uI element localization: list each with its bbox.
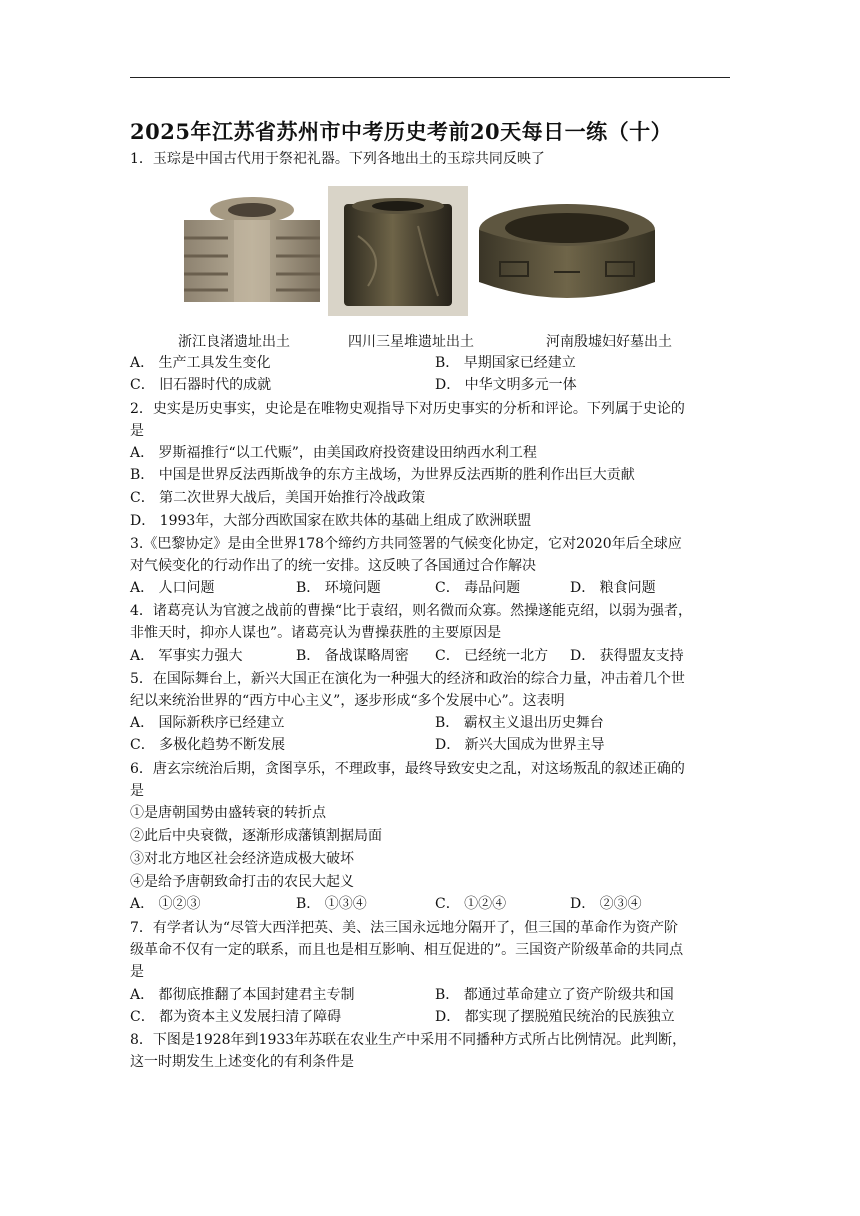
q8-stem: 这一时期发生上述变化的有利条件是 <box>130 1054 354 1070</box>
option: C． 第二次世界大战后，美国开始推行冷战政策 <box>130 490 426 506</box>
option: B． 中国是世界反法西斯战争的东方主战场，为世界反法西斯的胜利作出巨大贡献 <box>130 467 635 483</box>
statement-item: ②此后中央衰微，逐渐形成藩镇割据局面 <box>130 828 382 844</box>
q4-stem: 4．诸葛亮认为官渡之战前的曹操“比于袁绍，则名微而众寡。然操遂能克绍，以弱为强者， <box>130 603 693 619</box>
q7-stem: 级革命不仅有一定的联系，而且也是相互影响、相互促进的”。三国资产阶级革命的共同点 <box>130 942 684 958</box>
jade-cong-yinxu-image <box>474 186 660 316</box>
option: A． 军事实力强大 <box>130 648 243 664</box>
q7-stem: 是 <box>130 964 144 980</box>
option: C． 已经统一北方 <box>435 648 549 664</box>
q3-stem: 3.《巴黎协定》是由全世界178个缔约方共同签署的气候变化协定，它对2020年后全球应 <box>130 536 682 552</box>
option: B． 早期国家已经建立 <box>435 355 576 371</box>
option: B． 都通过革命建立了资产阶级共和国 <box>435 987 674 1003</box>
option: C． 旧石器时代的成就 <box>130 377 272 393</box>
q2-stem: 2．史实是历史事实，史论是在唯物史观指导下对历史事实的分析和评论。下列属于史论的 <box>130 401 685 417</box>
image-caption: 浙江良渚遗址出土 <box>178 334 290 350</box>
option: A． 国际新秩序已经建立 <box>130 715 285 731</box>
option: D． ②③④ <box>570 896 642 912</box>
q3-stem: 对气候变化的行动作出了的统一安排。这反映了各国通过合作解决 <box>130 558 536 574</box>
option: A． ①②③ <box>130 896 201 912</box>
q1-stem: 1．玉琮是中国古代用于祭祀礼器。下列各地出土的玉琮共同反映了 <box>130 151 545 167</box>
option: C． 都为资本主义发展扫清了障碍 <box>130 1009 342 1025</box>
option: B． 备战谋略周密 <box>296 648 409 664</box>
statement-item: ③对北方地区社会经济造成极大破坏 <box>130 851 354 867</box>
option: D． 都实现了摆脱殖民统治的民族独立 <box>435 1009 675 1025</box>
statement-item: ④是给予唐朝致命打击的农民大起义 <box>130 874 354 890</box>
option: D． 获得盟友支持 <box>570 648 684 664</box>
image-caption: 四川三星堆遗址出土 <box>348 334 474 350</box>
header-rule <box>130 77 730 78</box>
q8-stem: 8．下图是1928年到1933年苏联在农业生产中采用不同播种方式所占比例情况。此判断， <box>130 1032 687 1048</box>
q4-stem: 非惟天时，抑亦人谋也”。诸葛亮认为曹操获胜的主要原因是 <box>130 625 502 641</box>
option: B． 霸权主义退出历史舞台 <box>435 715 604 731</box>
option: C． ①②④ <box>435 896 507 912</box>
q6-stem: 是 <box>130 783 144 799</box>
q5-stem: 纪以来统治世界的“西方中心主义”，逐步形成“多个发展中心”。这表明 <box>130 693 565 709</box>
option: A． 生产工具发生变化 <box>130 355 271 371</box>
option: A． 罗斯福推行“以工代赈”，由美国政府投资建设田纳西水利工程 <box>130 445 537 461</box>
jade-cong-liangzhu-image <box>178 186 326 316</box>
option: A． 人口问题 <box>130 580 215 596</box>
option: D． 粮食问题 <box>570 580 656 596</box>
image-caption: 河南殷墟妇好墓出土 <box>546 334 672 350</box>
option: D． 中华文明多元一体 <box>435 377 577 393</box>
option: D． 1993年，大部分西欧国家在欧共体的基础上组成了欧洲联盟 <box>130 513 532 529</box>
q5-stem: 5．在国际舞台上，新兴大国正在演化为一种强大的经济和政治的综合力量，冲击着几个世 <box>130 671 685 687</box>
page-title: 2025年江苏省苏州市中考历史考前20天每日一练（十） <box>130 119 673 144</box>
statement-item: ①是唐朝国势由盛转衰的转折点 <box>130 805 326 821</box>
option: C． 毒品问题 <box>435 580 521 596</box>
option: A． 都彻底推翻了本国封建君主专制 <box>130 987 355 1003</box>
option: C． 多极化趋势不断发展 <box>130 737 286 753</box>
q6-stem: 6．唐玄宗统治后期，贪图享乐，不理政事，最终导致安史之乱，对这场叛乱的叙述正确的 <box>130 761 685 777</box>
option: B． 环境问题 <box>296 580 381 596</box>
q2-stem: 是 <box>130 423 144 439</box>
option: B． ①③④ <box>296 896 367 912</box>
jade-cong-sanxingdui-image <box>328 186 468 316</box>
q7-stem: 7．有学者认为“尽管大西洋把英、美、法三国永远地分隔开了，但三国的革命作为资产阶 <box>130 920 679 936</box>
option: D． 新兴大国成为世界主导 <box>435 737 605 753</box>
